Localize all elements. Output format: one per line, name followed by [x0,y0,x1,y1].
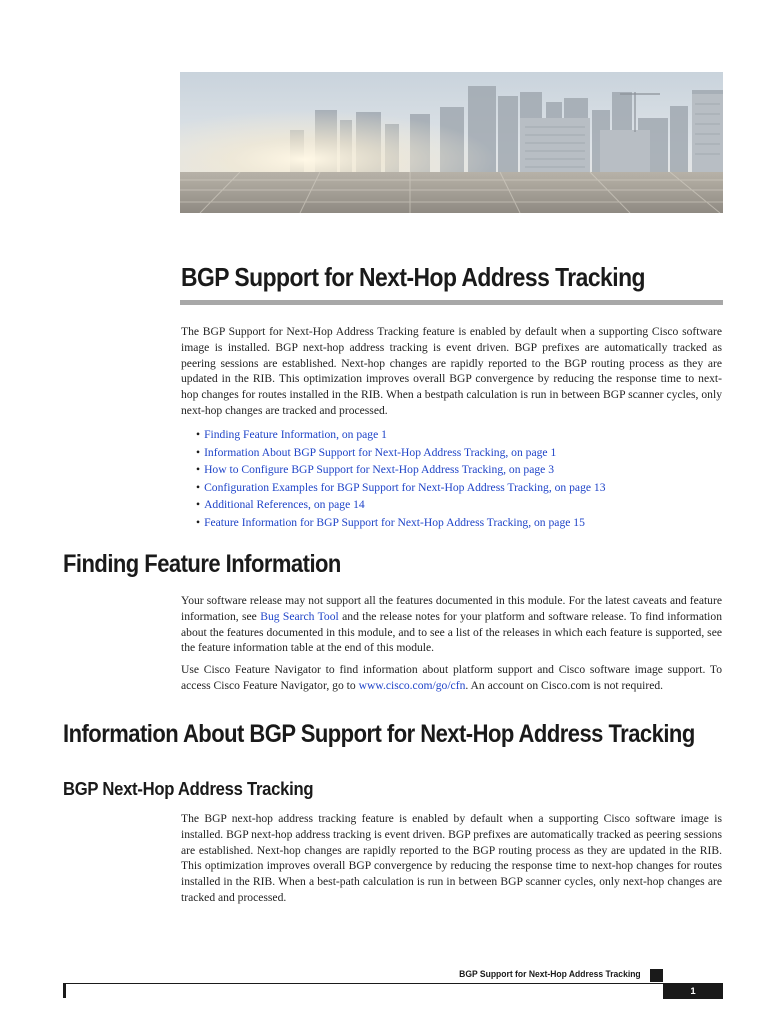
cisco-cfn-link[interactable]: www.cisco.com/go/cfn [358,678,466,692]
toc-item [196,444,726,462]
toc-link[interactable]: Information About BGP Support for Next-Hop Address Tracking, on page 1 [204,445,557,459]
toc-item [196,461,726,479]
toc-item [196,514,726,532]
paragraph-text: Use Cisco Feature Navigator to find information about platform support and Cisco software image support. To access Cisco Feature Navigator, go to [181,663,722,692]
chapter-title: BGP Support for Next-Hop Address Tracking [181,262,645,292]
footer-chapter-title: BGP Support for Next-Hop Address Tracking [459,969,641,980]
information-about-heading: Information About BGP Support for Next-Hop Address Tracking [63,720,695,748]
chapter-intro-paragraph: The BGP Support for Next-Hop Address Tracking feature is enabled by default when a supporting Cisco software image is installed. BGP next-hop address tracking is event driven. BGP prefixes are automatically tracked as peering sessions are established. Next-hop changes are rapidly reported to the BGP routing process as they are updated in the RIB. This optimization improves overall BGP convergence by reducing the response time to next-hop changes for routes installed in the RIB. When a bestpath calculation is run in between BGP scanner cycles, only next-hop changes are tracked and processed. [181,325,722,417]
title-divider [180,300,723,305]
toc-item [196,479,726,497]
header-banner-image [180,72,723,213]
toc-item [196,426,726,444]
finding-feature-paragraph-1 [181,593,722,656]
bullet: • [196,515,201,529]
bug-search-tool-link[interactable]: Bug Search Tool [260,609,339,623]
bullet: • [196,463,201,476]
toc-link[interactable]: Configuration Examples for BGP Support for Next-Hop Address Tracking, on page 13 [204,480,606,494]
next-hop-tracking-subheading: BGP Next-Hop Address Tracking [63,778,314,799]
toc-link[interactable]: Feature Information for BGP Support for Next-Hop Address Tracking, on page 15 [204,515,585,529]
footer-divider [63,983,723,984]
toc-item [196,496,726,514]
finding-feature-paragraph-2 [181,662,722,694]
bullet: • [196,428,201,441]
toc-link[interactable]: Finding Feature Information, on page 1 [204,428,387,441]
bullet: • [196,480,201,494]
toc-link[interactable]: Additional References, on page 14 [204,498,365,511]
bullet: • [196,498,201,511]
paragraph-text: Your software release may not support all the features documented in this module. For the latest caveats and feature information, see [181,594,722,623]
bullet: • [196,445,201,459]
finding-feature-heading: Finding Feature Information [63,550,341,578]
paragraph-text: and the release notes for your platform and software release. To find information about the features documented in this module, and to see a list of the releases in which each feature is supported, see the feature information table at the end of this module. [181,609,722,655]
footer-tick [63,984,66,998]
next-hop-tracking-paragraph: The BGP next-hop address tracking feature is enabled by default when a supporting Cisco software image is installed. BGP next-hop address tracking is event driven. BGP prefixes are automatically tracked as peering sessions are established. Next-hop changes are rapidly reported to the BGP routing process as they are updated in the RIB. This optimization improves overall BGP convergence by reducing the response time to next-hop changes for routes installed in the RIB. When a best-path calculation is run in between BGP scanner cycles, only next-hop changes are tracked and processed. [181,812,722,904]
toc-link[interactable]: How to Configure BGP Support for Next-Hop Address Tracking, on page 3 [204,463,554,476]
page-number: 1 [663,984,723,999]
paragraph-text: . An account on Cisco.com is not required. [465,678,664,692]
footer-marker [650,969,663,982]
chapter-toc-list [196,426,726,531]
